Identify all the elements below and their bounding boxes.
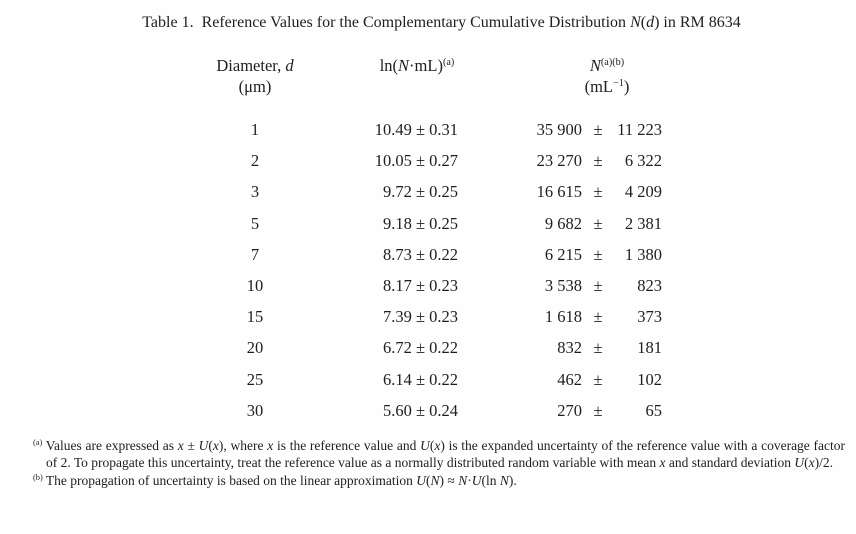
n-uncertainty: 373 — [637, 307, 662, 327]
ln-value: 6.14 ± 0.22 — [382, 369, 458, 389]
n-uncertainty: 11 223 — [617, 120, 662, 139]
plus-minus: ± — [593, 151, 603, 171]
n-uncertainty: 1 380 — [624, 244, 662, 264]
ln-value: 10.05 ± 0.27 — [374, 151, 458, 171]
footnotes — [33, 437, 845, 490]
table-row — [213, 301, 856, 332]
n-value: 462 — [557, 369, 582, 389]
column-header-ln-line1: $\ln(N\cdot mL)^{(a)}$ — [379, 56, 455, 75]
plus-minus: ± — [593, 182, 603, 202]
table-row — [213, 270, 856, 301]
table-row — [213, 208, 856, 239]
table-row — [213, 364, 856, 395]
table-row — [213, 114, 856, 145]
page-title: Table 1. Reference Values for the Complementary Cumulative Distribution N(d) in RM 8634 — [142, 14, 741, 31]
n-value: 35 900 — [536, 120, 582, 139]
diameter-value: 25 — [246, 369, 264, 389]
diameter-value: 15 — [246, 307, 264, 327]
ln-value: 8.17 ± 0.23 — [382, 275, 458, 295]
diameter-value: 3 — [250, 182, 260, 202]
table-row — [213, 395, 856, 426]
table-header — [213, 55, 856, 97]
reference-table — [0, 55, 856, 426]
n-uncertainty: 6 322 — [624, 151, 662, 171]
n-value: 6 215 — [544, 244, 582, 264]
n-value: 1 618 — [544, 307, 582, 327]
column-header-n-line2: $(mL^{-1})$ — [584, 77, 630, 96]
n-value: 23 270 — [536, 151, 582, 171]
ln-value: 5.60 ± 0.24 — [382, 400, 458, 420]
column-header-n-line1: $N^{(a)(b)}$ — [589, 56, 625, 75]
plus-minus: ± — [593, 120, 603, 139]
n-value: 832 — [557, 338, 582, 358]
diameter-value: 30 — [246, 400, 264, 420]
n-uncertainty: 4 209 — [624, 182, 662, 202]
n-value: 9 682 — [544, 213, 582, 233]
footnote-b: $^{(b)}$ The propagation of uncertainty is based on the linear approximation U(N) ≈ N·U(ln N). — [33, 472, 517, 488]
diameter-value: 2 — [250, 151, 260, 171]
table-row — [213, 176, 856, 207]
diameter-value: 5 — [250, 213, 260, 233]
column-header-diameter-line1: Diameter, d — [216, 56, 294, 75]
ln-value: 9.18 ± 0.25 — [382, 213, 458, 233]
plus-minus: ± — [593, 213, 603, 233]
diameter-value: 10 — [246, 275, 264, 295]
ln-value: 9.72 ± 0.25 — [382, 182, 458, 202]
n-uncertainty: 181 — [637, 338, 662, 358]
n-uncertainty: 102 — [637, 369, 662, 389]
plus-minus: ± — [593, 275, 603, 295]
diameter-value: 20 — [246, 338, 264, 358]
column-header-ln — [354, 55, 458, 97]
plus-minus: ± — [593, 400, 603, 420]
table-body — [0, 114, 856, 426]
table-row — [213, 239, 856, 270]
n-uncertainty: 65 — [645, 400, 662, 420]
ln-value: 6.72 ± 0.22 — [382, 338, 458, 358]
diameter-value: 1 — [250, 120, 260, 139]
n-value: 270 — [557, 400, 582, 420]
ln-value: 10.49 ± 0.31 — [374, 120, 458, 139]
ln-value: 7.39 ± 0.23 — [382, 307, 458, 327]
diameter-value: 7 — [250, 244, 260, 264]
n-value: 16 615 — [536, 182, 582, 202]
plus-minus: ± — [593, 338, 603, 358]
n-uncertainty: 2 381 — [624, 213, 662, 233]
n-uncertainty: 823 — [637, 275, 662, 295]
column-header-diameter-line2: (μm) — [238, 77, 272, 96]
ln-value: 8.73 ± 0.22 — [382, 244, 458, 264]
column-header-diameter — [213, 55, 297, 97]
plus-minus: ± — [593, 369, 603, 389]
plus-minus: ± — [593, 244, 603, 264]
column-header-n — [500, 55, 662, 97]
table-row — [213, 332, 856, 363]
n-value: 3 538 — [544, 275, 582, 295]
table-row — [213, 145, 856, 176]
plus-minus: ± — [593, 307, 603, 327]
footnote-a: $^{(a)}$ Values are expressed as x ± U(x), where x is the reference value and U(x) is the expanded uncertainty of the reference value with a coverage factor of 2. To propagate this uncertainty, treat the reference value as a normally distributed random variable with mean x and standard deviation U(x)/2. — [33, 437, 846, 471]
